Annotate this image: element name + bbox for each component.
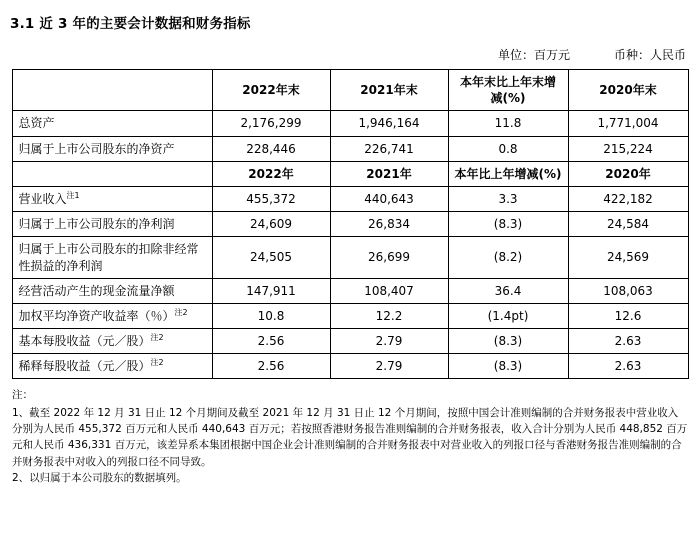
document-page [0,12,700,538]
table-header-row-1 [12,70,688,111]
row-note-basic-eps: 注2 [150,333,164,343]
row-value-net-profit-2020: 24,584 [568,212,688,237]
financial-summary-table [12,69,689,379]
row-value-total-assets-2022: 2,176,299 [212,111,330,136]
row-note-diluted-eps: 注2 [150,358,164,368]
header-2020-year-end: 2020年末 [568,70,688,111]
header-yoy-change-year-end: 本年末比上年末增减(%) [448,70,568,111]
row-value-diluted-eps-2022: 2.56 [212,354,330,379]
header-2022-year: 2022年 [212,161,330,186]
row-value-net-profit-2022: 24,609 [212,212,330,237]
unit-currency-row [0,46,686,63]
row-label-net-profit [12,212,212,237]
row-value-total-assets-2021: 1,946,164 [330,111,448,136]
row-note-revenue: 注1 [66,190,80,200]
currency-label: 币种：人民币 [613,48,686,62]
row-label-roe [12,303,212,328]
row-value-net-assets-2022: 228,446 [212,136,330,161]
footnotes [12,387,688,486]
row-value-basic-eps-2021: 2.79 [330,329,448,354]
row-value-diluted-eps-change: (8.3) [448,354,568,379]
row-value-operating-cashflow-2020: 108,063 [568,278,688,303]
row-value-net-assets-2020: 215,224 [568,136,688,161]
row-value-net-profit-2021: 26,834 [330,212,448,237]
row-value-operating-cashflow-2022: 147,911 [212,278,330,303]
row-value-operating-cashflow-2021: 108,407 [330,278,448,303]
page-title: 3.1 近 3 年的主要会计数据和财务指标 [10,16,251,32]
row-value-diluted-eps-2021: 2.79 [330,354,448,379]
row-label-operating-cashflow [12,278,212,303]
row-label-roe-text: 加权平均净资产收益率（％） [18,308,175,323]
table-header-row-2 [12,161,688,186]
row-label-operating-cashflow-text: 经营活动产生的现金流量净额 [18,283,175,298]
row-value-net-profit-change: (8.3) [448,212,568,237]
row-value-operating-cashflow-change: 36.4 [448,278,568,303]
table-row [12,303,688,328]
row-label-revenue [12,186,212,211]
row-value-diluted-eps-2020: 2.63 [568,354,688,379]
row-value-net-profit-deducted-change: (8.2) [448,237,568,278]
row-value-basic-eps-2020: 2.63 [568,329,688,354]
header-2022-year-end: 2022年末 [212,70,330,111]
table-row [12,186,688,211]
row-value-total-assets-change: 11.8 [448,111,568,136]
row-value-roe-2022: 10.8 [212,303,330,328]
row-label-basic-eps [12,329,212,354]
row-label-net-profit-text: 归属于上市公司股东的净利润 [18,217,175,232]
row-value-revenue-2020: 422,182 [568,186,688,211]
header-blank-cell-1 [12,70,212,111]
row-value-net-profit-deducted-2022: 24,505 [212,237,330,278]
footnote-title: 注： [12,389,33,402]
header-2021-year: 2021年 [330,161,448,186]
unit-label: 单位：百万元 [497,48,570,62]
row-value-roe-2021: 12.2 [330,303,448,328]
row-label-diluted-eps [12,354,212,379]
table-row [12,136,688,161]
row-label-net-profit-deducted [12,237,212,278]
row-label-net-profit-deducted-text: 归属于上市公司股东的扣除非经常性损益的净利润 [18,242,199,273]
row-value-net-profit-deducted-2021: 26,699 [330,237,448,278]
row-value-revenue-2021: 440,643 [330,186,448,211]
table-row [12,237,688,278]
footnote-item-1: 1、截至 2022 年 12 月 31 日止 12 个月期间及截至 2021 年 12 月 31 日止 12 个月期间，按照中国会计准则编制的合并财务报表中营业收入分别为人民币 455,372 百万元和人民币 440,643 百万元；若按照香港财务报告准则编制的合并财务报表，收入合计分别为人民币 448,852 百万元和人民币 436,331 百万元，该差异系本集团根据中国企业会计准则编制的合并财务报表中对营业收入的列报口径与香港财务报告准则编制的合并财务报表中对收入的列报口径不同导致。 [12,406,688,468]
row-label-total-assets: 总资产 [12,111,212,136]
row-label-diluted-eps-text: 稀释每股收益（元／股） [18,359,151,374]
row-value-net-assets-2021: 226,741 [330,136,448,161]
row-value-roe-change: (1.4pt) [448,303,568,328]
row-value-net-profit-deducted-2020: 24,569 [568,237,688,278]
row-note-roe: 注2 [174,307,188,317]
table-row [12,278,688,303]
table-row [12,354,688,379]
row-value-total-assets-2020: 1,771,004 [568,111,688,136]
row-value-net-assets-change: 0.8 [448,136,568,161]
row-value-revenue-2022: 455,372 [212,186,330,211]
row-label-net-assets: 归属于上市公司股东的净资产 [12,136,212,161]
row-value-roe-2020: 12.6 [568,303,688,328]
row-value-revenue-change: 3.3 [448,186,568,211]
footnote-item-2: 2、以归属于本公司股东的数据填列。 [12,471,187,484]
table-row [12,111,688,136]
header-blank-cell-2 [12,161,212,186]
row-value-basic-eps-2022: 2.56 [212,329,330,354]
row-value-basic-eps-change: (8.3) [448,329,568,354]
row-label-revenue-text: 营业收入 [18,191,67,206]
header-yoy-change-year: 本年比上年增减(%) [448,161,568,186]
row-label-basic-eps-text: 基本每股收益（元／股） [18,334,151,349]
table-row [12,212,688,237]
table-row [12,329,688,354]
header-2021-year-end: 2021年末 [330,70,448,111]
header-2020-year: 2020年 [568,161,688,186]
